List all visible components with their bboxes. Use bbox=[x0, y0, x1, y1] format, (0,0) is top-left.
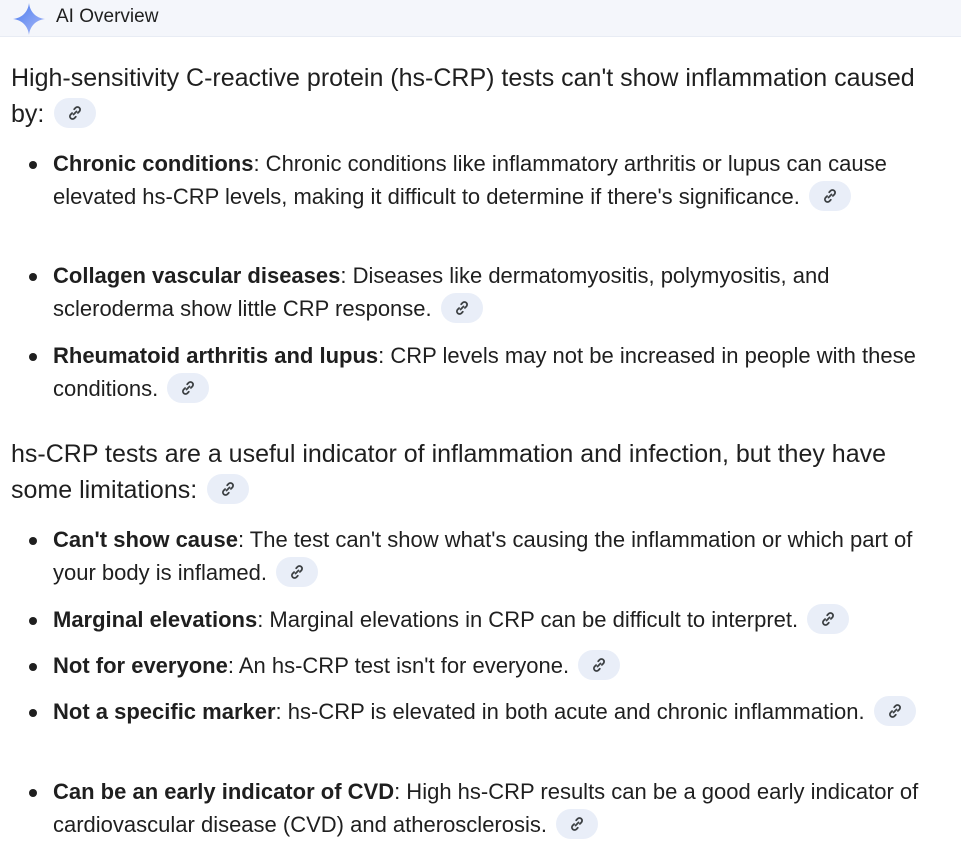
link-icon bbox=[453, 299, 471, 317]
list-item bbox=[53, 603, 938, 636]
bullet bbox=[29, 789, 37, 797]
link-icon bbox=[66, 104, 84, 122]
list-item bbox=[53, 649, 938, 682]
bullet bbox=[29, 537, 37, 545]
list-item bbox=[53, 339, 938, 405]
item-text: : High hs-CRP results can be a good early indicator of cardiovascular disease (CVD) and atherosclerosis. bbox=[53, 779, 919, 837]
citation-link-button[interactable] bbox=[556, 809, 598, 839]
item-term: Collagen vascular diseases bbox=[53, 263, 341, 288]
item-text: : An hs-CRP test isn't for everyone. bbox=[227, 653, 570, 678]
item-term: Can't show cause bbox=[53, 527, 238, 552]
link-icon bbox=[288, 563, 306, 581]
link-icon bbox=[568, 815, 586, 833]
item-term: Rheumatoid arthritis and lupus bbox=[53, 343, 379, 368]
link-icon bbox=[819, 610, 837, 628]
item-text: : CRP levels may not be increased in people with these conditions. bbox=[53, 343, 916, 401]
link-icon bbox=[219, 480, 237, 498]
citation-link-button[interactable] bbox=[578, 650, 620, 680]
section-intro bbox=[11, 436, 941, 508]
item-text: : Marginal elevations in CRP can be difficult to interpret. bbox=[257, 607, 799, 632]
item-text: : Chronic conditions like inflammatory arthritis or lupus can cause elevated hs-CRP levels, making it difficult to determine if there's significance. bbox=[53, 151, 887, 209]
ai-overview-header bbox=[0, 0, 961, 37]
citation-link-button[interactable] bbox=[874, 696, 916, 726]
item-text: : hs-CRP is elevated in both acute and chronic inflammation. bbox=[275, 699, 865, 724]
citation-link-button[interactable] bbox=[809, 181, 851, 211]
item-term: Not for everyone bbox=[53, 653, 228, 678]
list-item bbox=[53, 775, 938, 841]
bullet bbox=[29, 273, 37, 281]
list-item bbox=[53, 523, 938, 589]
citation-link-button[interactable] bbox=[207, 474, 249, 504]
item-term: Marginal elevations bbox=[53, 607, 258, 632]
item-term: Not a specific marker bbox=[53, 699, 276, 724]
item-text: : The test can't show what's causing the inflammation or which part of your body is inflamed. bbox=[53, 527, 913, 585]
bullet bbox=[29, 353, 37, 361]
link-icon bbox=[179, 379, 197, 397]
item-text: : Diseases like dermatomyositis, polymyositis, and scleroderma show little CRP response. bbox=[53, 263, 830, 321]
bullet bbox=[29, 709, 37, 717]
list-item bbox=[53, 695, 938, 728]
citation-link-button[interactable] bbox=[807, 604, 849, 634]
sparkle-icon bbox=[12, 2, 46, 36]
citation-link-button[interactable] bbox=[167, 373, 209, 403]
bullet bbox=[29, 161, 37, 169]
link-icon bbox=[821, 187, 839, 205]
section-intro-text: hs-CRP tests are a useful indicator of inflammation and infection, but they have some limitations: bbox=[11, 440, 887, 504]
citation-link-button[interactable] bbox=[54, 98, 96, 128]
bullet bbox=[29, 617, 37, 625]
link-icon bbox=[886, 702, 904, 720]
header-title: AI Overview bbox=[56, 6, 159, 27]
list-item bbox=[53, 259, 938, 325]
citation-link-button[interactable] bbox=[441, 293, 483, 323]
list-item bbox=[53, 147, 938, 213]
section-intro-text: High-sensitivity C-reactive protein (hs-CRP) tests can't show inflammation caused by: bbox=[11, 64, 915, 128]
citation-link-button[interactable] bbox=[276, 557, 318, 587]
bullet bbox=[29, 663, 37, 671]
link-icon bbox=[590, 656, 608, 674]
section-intro bbox=[11, 60, 941, 132]
item-term: Chronic conditions bbox=[53, 151, 254, 176]
item-term: Can be an early indicator of CVD bbox=[53, 779, 395, 804]
